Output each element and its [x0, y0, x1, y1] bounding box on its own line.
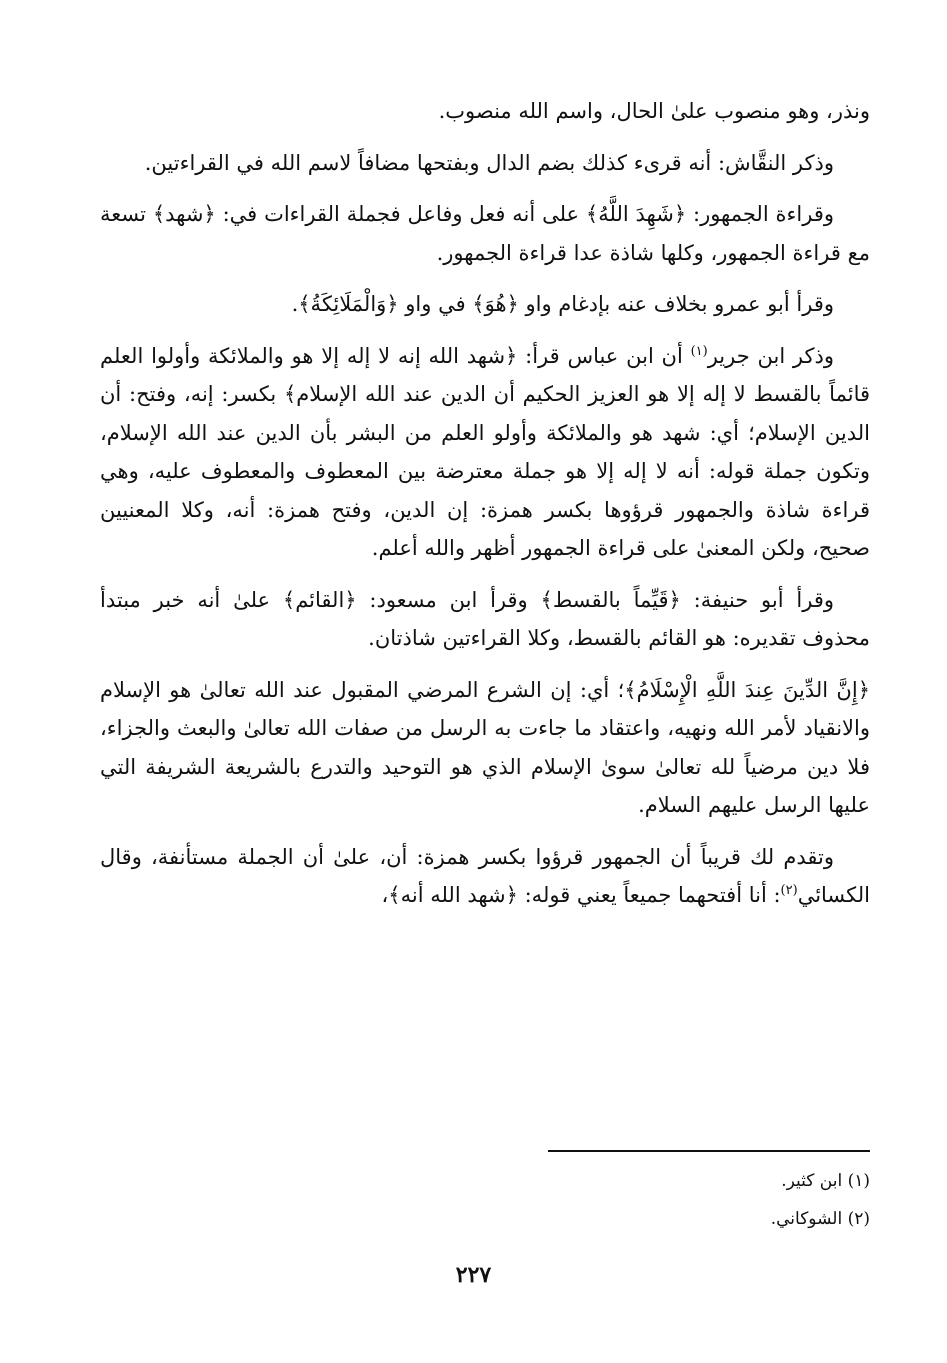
- footnotes: [100, 1162, 870, 1238]
- paragraph-4: [100, 285, 870, 324]
- main-text: [100, 92, 870, 928]
- paragraph-text: وقرأ أبو حنيفة: ﴿قَيِّماً بالقسط﴾ وقرأ ابن مسعود: ﴿القائم﴾ علىٰ أنه خبر مبتدأ محذوف تقديره: هو القائم بالقسط، وكلا القراءتين شاذتان.: [100, 587, 870, 650]
- footnote-2: [100, 1200, 870, 1238]
- footnote-reference-2: (٢): [780, 883, 798, 898]
- paragraph-text: : أنا أفتحهما جميعاً يعني قوله: ﴿شهد الله أنه﴾،: [381, 883, 781, 907]
- paragraph-text: وذكر النقَّاش: أنه قرىء كذلك بضم الدال وبفتحها مضافاً لاسم الله في القراءتين.: [144, 150, 834, 175]
- paragraph-7: [100, 671, 870, 825]
- page-number: ٢٢٧: [455, 1262, 492, 1288]
- footnote-divider: [548, 1150, 870, 1152]
- paragraph-3: [100, 195, 870, 272]
- footnote-text: الشوكاني.: [770, 1209, 843, 1229]
- paragraph-8: [100, 838, 870, 915]
- footnote-reference-1: (١): [690, 343, 708, 359]
- paragraph-6: [100, 581, 870, 658]
- paragraph-5: [100, 337, 870, 568]
- footnote-text: ابن كثير.: [781, 1171, 843, 1191]
- paragraph-text: ﴿إِنَّ الدِّينَ عِندَ اللَّهِ الْإِسْلَامُ﴾؛ أي: إن الشرع المرضي المقبول عند الله تعالىٰ هو الإسلام والانقياد لأمر الله ونهيه، واعتقاد ما جاءت به الرسل من صفات الله تعالىٰ والبعث والجزاء، فلا دين مرضياً لله تعالىٰ سوىٰ الإسلام الذي هو التوحيد والتدرع بالشريعة الشريفة التي عليها الرسل عليهم السلام.: [100, 677, 871, 817]
- paragraph-text: ونذر، وهو منصوب علىٰ الحال، واسم الله منصوب.: [438, 99, 870, 123]
- footnote-1: [100, 1162, 870, 1200]
- paragraph-1: [100, 92, 870, 131]
- paragraph-text: أن ابن عباس قرأ: ﴿شهد الله إنه لا إله إلا هو والملائكة وأولوا العلم قائماً بالقسط لا إله إلا هو العزيز الحكيم أن الدين عند الله الإسلام﴾ بكسر: إنه، وفتح: أن الدين الإسلام؛ أي: شهد هو والملائكة وأولو العلم من البشر بأن الدين عند الله الإسلام، وتكون جملة قوله: أنه لا إله إلا هو جملة معترضة بين المعطوف والمعطوف عليه، وهي قراءة شاذة والجمهور قرؤوها بكسر همزة: إن الدين، وفتح همزة: أنه، وكلا المعنيين صحيح، ولكن المعنىٰ على قراءة الجمهور أظهر والله أعلم.: [100, 343, 870, 560]
- paragraph-text: وقرأ أبو عمرو بخلاف عنه بإدغام واو ﴿هُوَ﴾ في واو ﴿وَالْمَلَائِكَةُ﴾.: [291, 292, 834, 316]
- footnote-number: (٢): [847, 1209, 870, 1229]
- paragraph-text: وقراءة الجمهور: ﴿شَهِدَ اللَّهُ﴾ على أنه فعل وفاعل فجملة القراءات في: ﴿شهد﴾ تسعة مع قراءة الجمهور، وكلها شاذة عدا قراءة الجمهور.: [100, 202, 870, 265]
- paragraph-2: [100, 144, 870, 183]
- footnote-number: (١): [847, 1171, 870, 1191]
- paragraph-text: وتقدم لك قريباً أن الجمهور قرؤوا بكسر همزة: أن، علىٰ أن الجملة مستأنفة، وقال الكسائي: [100, 844, 870, 907]
- paragraph-text: وذكر ابن جرير: [707, 343, 835, 368]
